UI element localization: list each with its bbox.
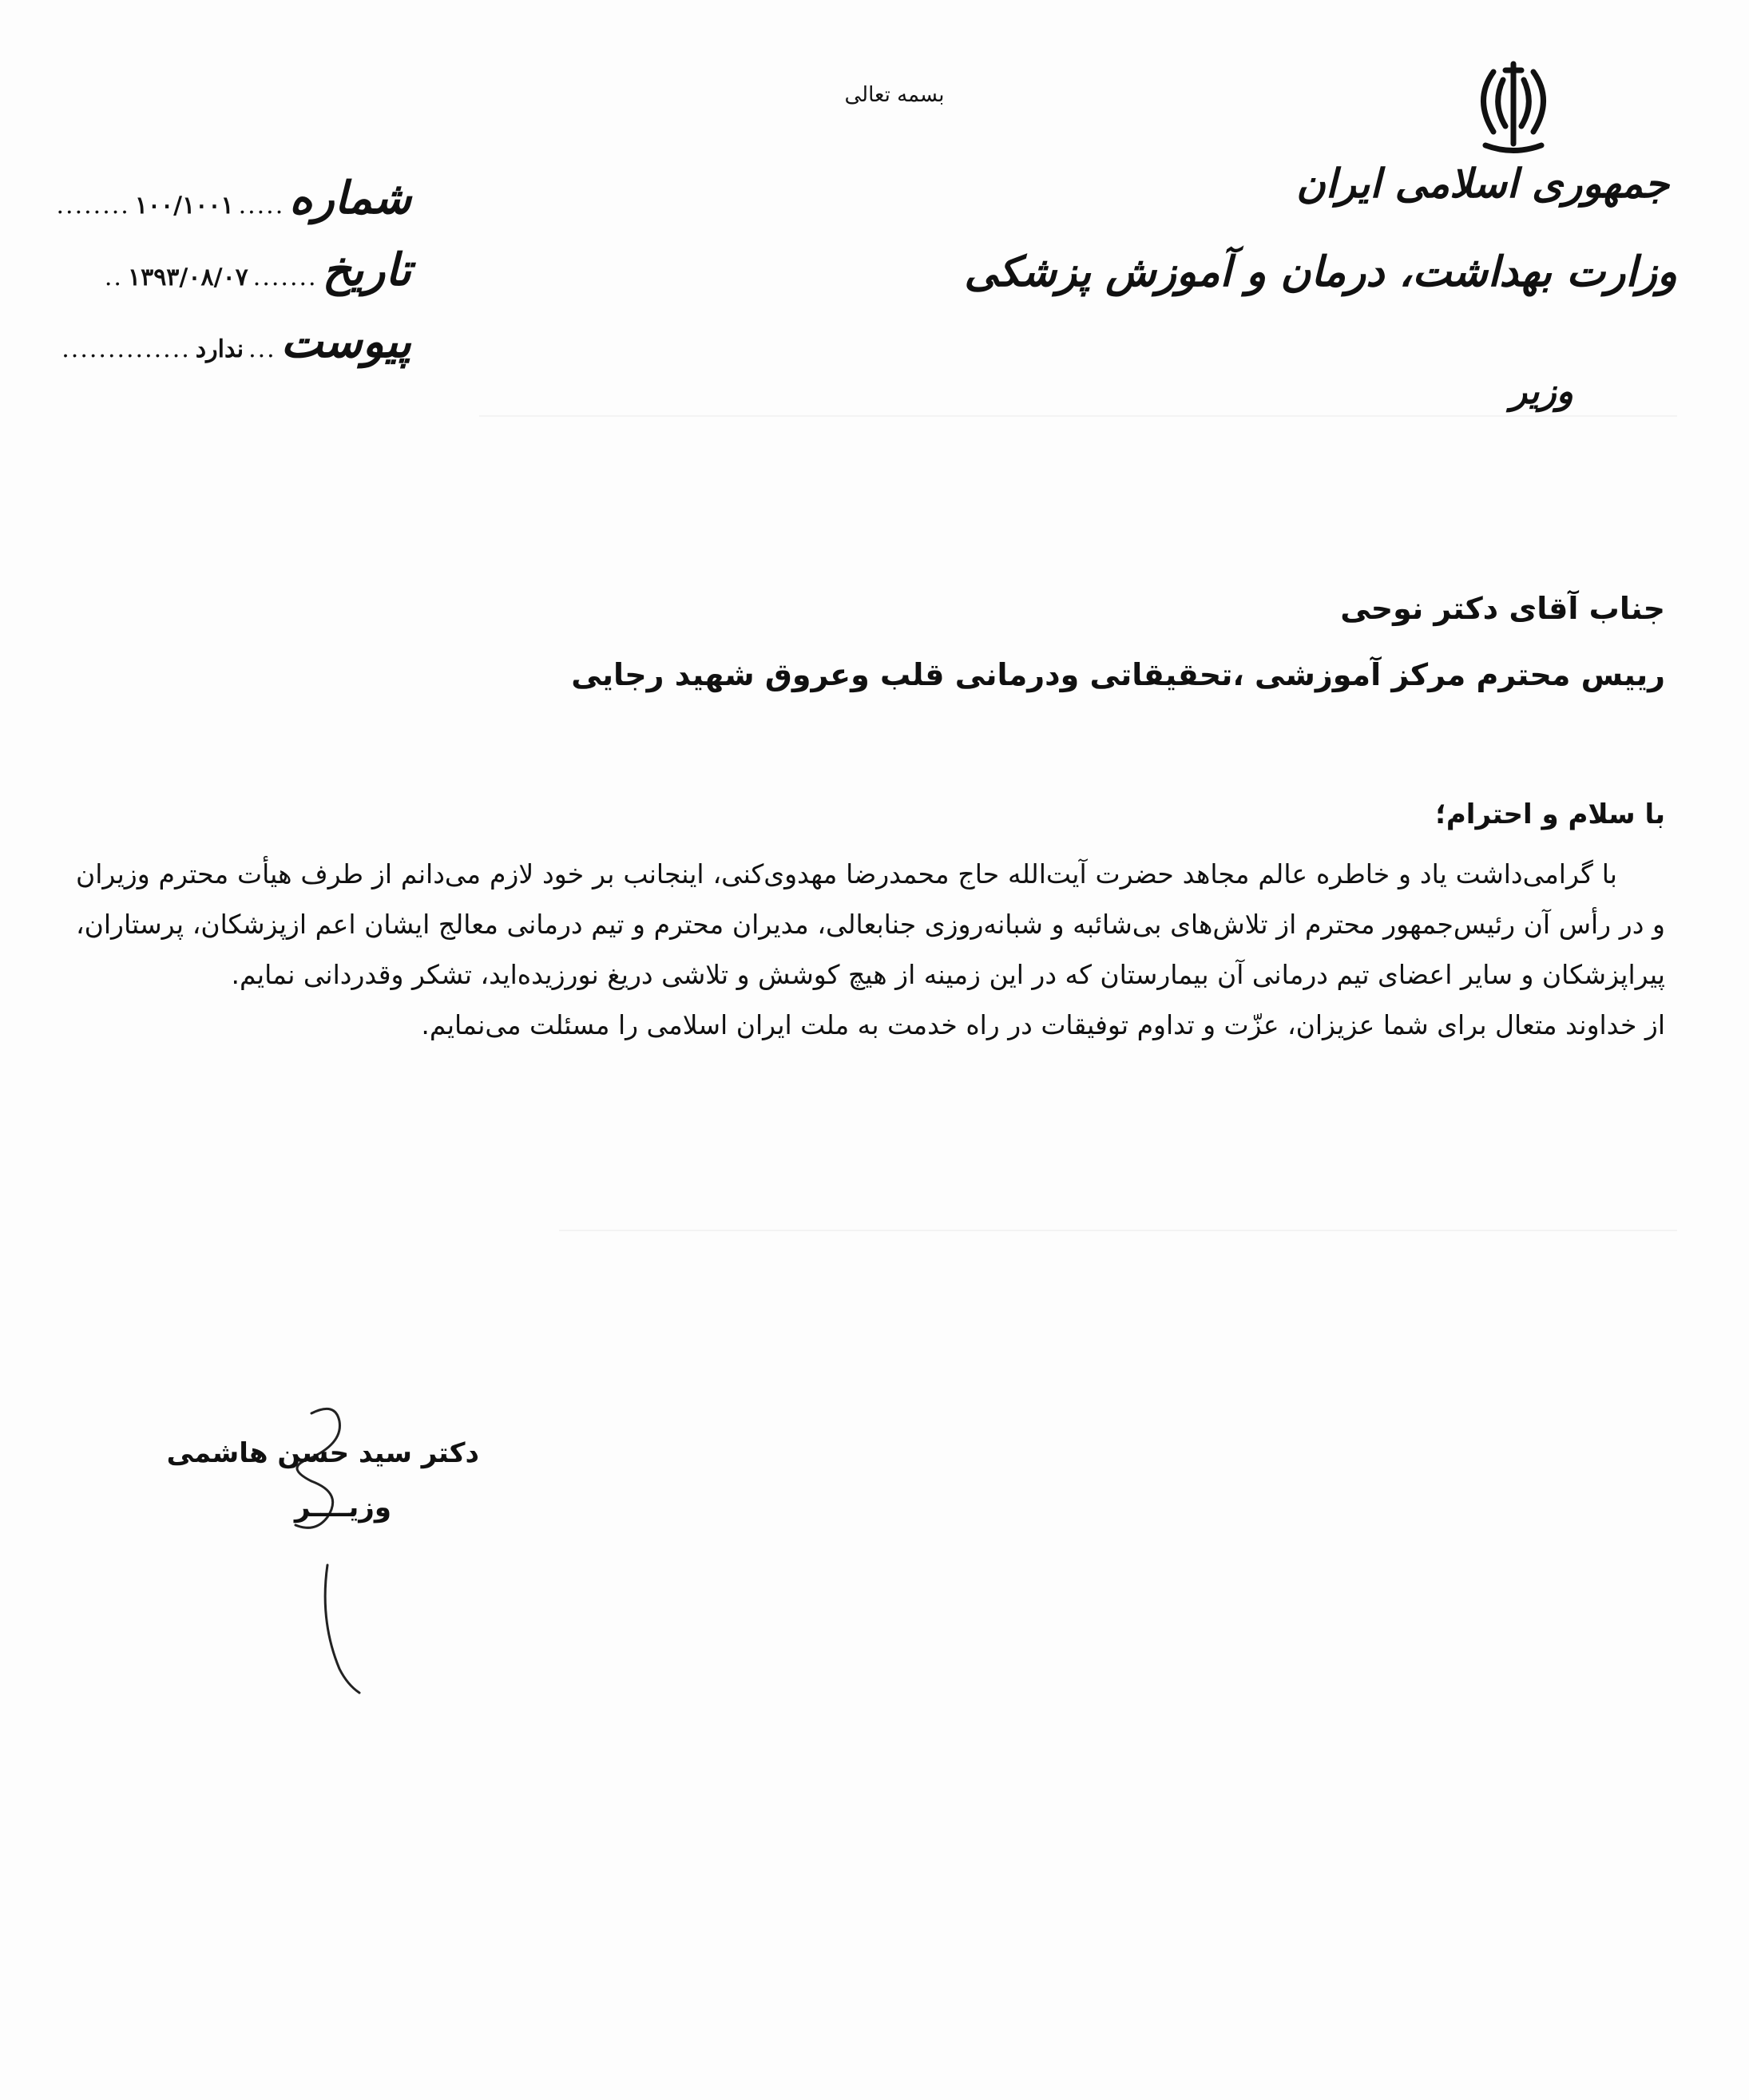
greeting: با سلام و احترام؛ — [1435, 798, 1665, 830]
closing-paragraph: از خداوند متعال برای شما عزیزان، عزّت و تداوم توفیقات در راه خدمت به ملت ایران اسلامی را مسئلت می‌نمایم. — [421, 1009, 1665, 1040]
invocation-heading: بسمه تعالی — [844, 83, 945, 107]
date-value: ۱۳۹۳/۰۸/۰۷ — [127, 263, 248, 291]
minister-title: وزیر — [1509, 371, 1573, 412]
signer-title: وزیــــر — [294, 1492, 391, 1523]
emblem-icon — [1461, 56, 1565, 160]
dots: ........ — [56, 192, 130, 220]
attachment-value: ندارد — [195, 335, 244, 363]
recipient-position: رییس محترم مرکز آموزشی ،تحقیقاتی ودرمانی قلب وعروق شهید رجایی — [571, 657, 1665, 692]
recipient-name: جناب آقای دکتر نوحی — [1340, 591, 1665, 626]
date-row — [105, 244, 411, 296]
date-label: تاریخ — [322, 244, 411, 296]
dots: .............. — [61, 335, 191, 363]
dots: ..... — [238, 192, 285, 220]
number-row — [57, 172, 411, 224]
number-label: شماره — [289, 172, 411, 224]
letter-body — [76, 849, 1665, 1050]
attachment-label: پیوست — [280, 315, 411, 368]
attachment-row — [61, 315, 411, 368]
scan-artifact — [559, 1230, 1677, 1231]
scan-artifact — [479, 415, 1677, 417]
body-paragraph: با گرامی‌داشت یاد و خاطره عالم مجاهد حضرت آیت‌الله حاج محمدرضا مهدوی‌کنی، اینجانب بر خود لازم می‌دانم از طرف هیأت محترم وزیران و در رأس آن رئیس‌جمهور محترم از تلاش‌های بی‌شائبه و شبانه‌روزی جنابعالی، مدیران محترم و تیم درمانی معالج ایشان اعم ازپزشکان، پرستاران، پیراپزشکان و سایر اعضای تیم درمانی آن بیمارستان که در این زمینه از هیچ کوشش و تلاشی دریغ نورزیده‌اید، تشکر وقدردانی نمایم. — [76, 858, 1665, 990]
number-value: ۱۰۰/۱۰۰۱ — [134, 192, 234, 220]
ministry-title: وزارت بهداشت، درمان و آموزش پزشکی — [964, 248, 1677, 296]
dots: ....... — [252, 263, 318, 291]
signer-name: دکتر سید حسن هاشمی — [166, 1437, 479, 1469]
dots: ... — [248, 335, 276, 363]
republic-title: جمهوری اسلامی ایران — [1296, 160, 1669, 207]
dots: .. — [104, 263, 123, 291]
